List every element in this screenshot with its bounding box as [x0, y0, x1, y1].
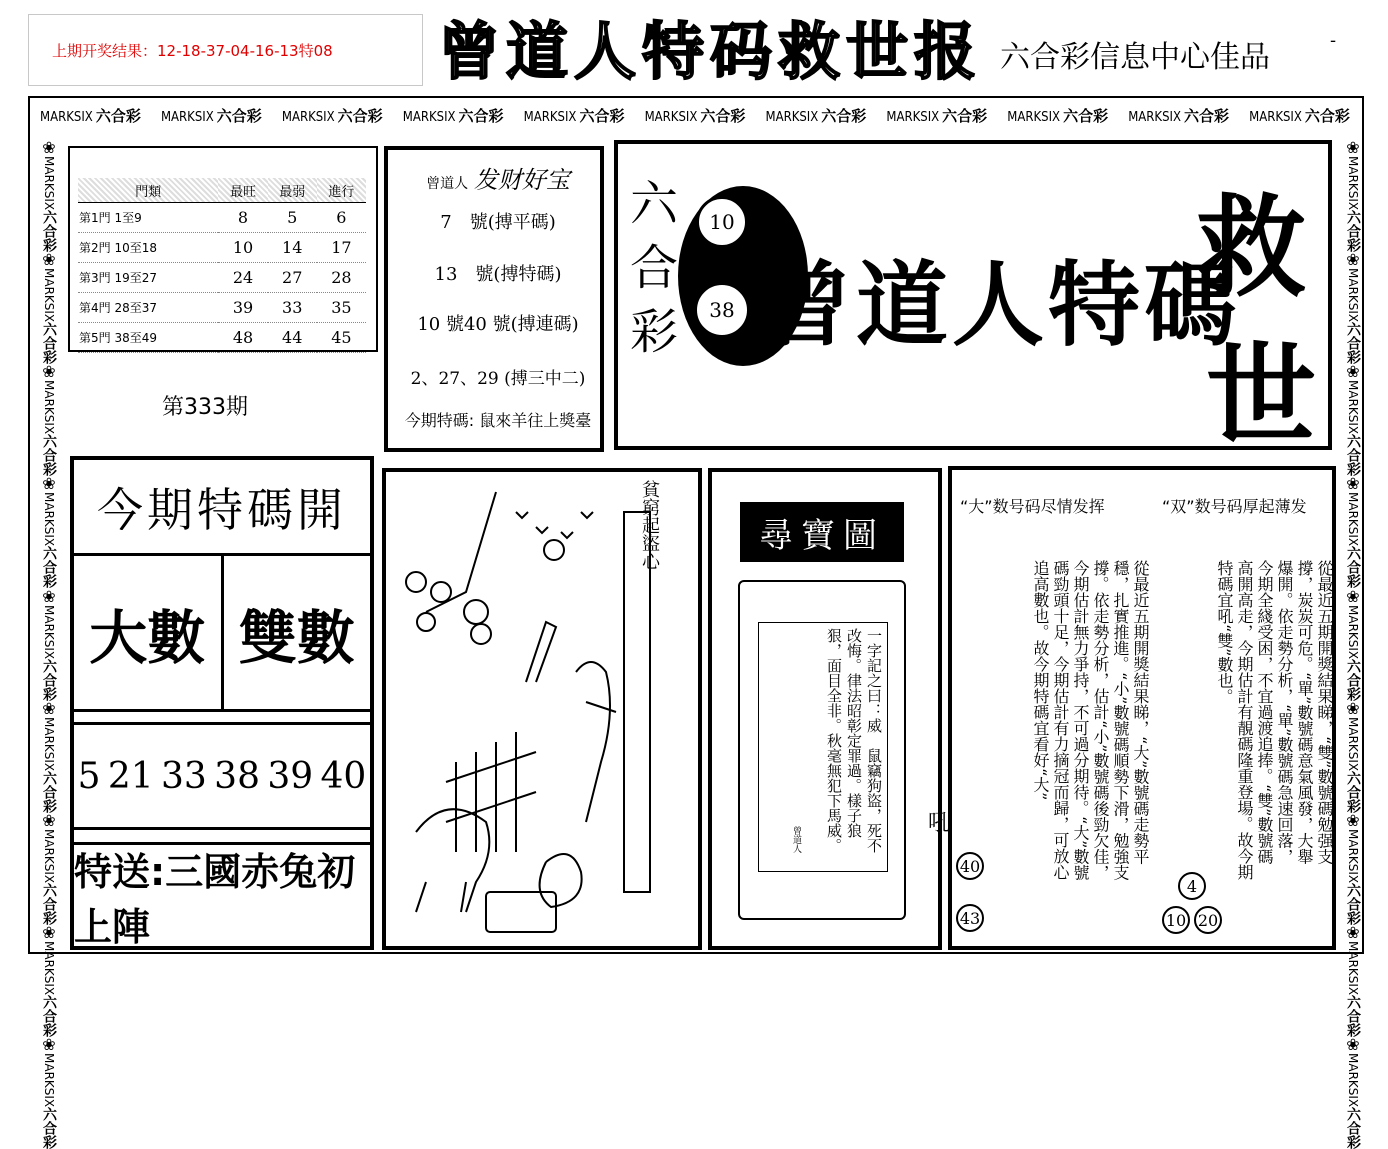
flower-icon: ❀	[42, 698, 56, 718]
door-value: 39	[218, 293, 267, 323]
info-footer: 今期特碼: 鼠來羊往上獎臺	[404, 411, 592, 430]
article-ball-left-1: 40	[956, 852, 984, 880]
big-double-row	[74, 556, 370, 712]
side-logo-chinese: 六合彩	[1345, 210, 1361, 253]
strip-logo: MARKSIX 六合彩	[644, 106, 746, 125]
side-logo: MARKSIX六合彩	[1345, 156, 1361, 253]
flower-icon: ❀	[1346, 250, 1360, 270]
side-logo: MARKSIX六合彩	[41, 156, 57, 253]
left-logo-strip	[36, 138, 62, 1149]
strip-logo-chinese: 六合彩	[1183, 106, 1229, 125]
strip-logo: MARKSIX 六合彩	[765, 106, 867, 125]
strip-logo-chinese: 六合彩	[1063, 106, 1109, 125]
info-line-1: 7 號(搏平碼)	[440, 212, 556, 233]
flower-icon: ❀	[1346, 586, 1360, 606]
article-heading-right: “双”数号码厚起薄发	[1162, 497, 1307, 516]
roar-char: 吼	[928, 811, 951, 836]
flower-icon: ❀	[1346, 810, 1360, 830]
side-logo-chinese: 六合彩	[1345, 322, 1361, 365]
treasure-poem: 一字記之曰：威 鼠竊狗盜，死不改悔。律法昭彰定罪過。樣子狼狠，面目全非。秋毫無犯下馬威。	[825, 628, 883, 853]
strip-logo: MARKSIX 六合彩	[886, 106, 988, 125]
door-value: 27	[268, 263, 317, 293]
strip-logo: MARKSIX 六合彩	[402, 106, 504, 125]
flower-icon: ❀	[42, 1035, 56, 1055]
side-logo-chinese: 六合彩	[1345, 546, 1361, 589]
door-value: 10	[218, 233, 267, 263]
banner-lhc: 六合彩	[629, 176, 678, 360]
strip-logo-chinese: 六合彩	[458, 106, 504, 125]
strip-logo-chinese: 六合彩	[579, 106, 625, 125]
issue-number: 第333期	[162, 395, 248, 420]
flower-icon: ❀	[1346, 138, 1360, 157]
door-label: 第3門 19至27	[78, 263, 218, 293]
table-header: 門類	[78, 178, 218, 203]
side-logo-chinese: 六合彩	[41, 770, 57, 813]
banner-title: 曾道人特碼	[760, 251, 1241, 359]
header-subtitle: 六合彩信息中心佳品	[1000, 40, 1270, 75]
side-logo-chinese: 六合彩	[41, 658, 57, 701]
door-value: 48	[218, 323, 267, 353]
table-header: 最旺	[218, 178, 267, 203]
today-heading: 今期特碼開	[74, 460, 370, 556]
side-logo-chinese: 六合彩	[41, 210, 57, 253]
flower-icon: ❀	[1346, 698, 1360, 718]
door-value: 28	[317, 263, 366, 293]
banner-right-top: 救	[1196, 183, 1306, 312]
flower-icon: ❀	[42, 810, 56, 830]
side-logo: MARKSIX六合彩	[41, 941, 57, 1038]
flower-icon: ❀	[42, 923, 56, 943]
flower-icon: ❀	[1346, 923, 1360, 943]
banner-ball-2: 38	[694, 282, 750, 338]
strip-logo: MARKSIX 六合彩	[523, 106, 625, 125]
side-logo-chinese: 六合彩	[41, 434, 57, 477]
number-5: 39	[267, 755, 314, 797]
side-logo: MARKSIX六合彩	[1345, 1053, 1361, 1149]
side-logo-chinese: 六合彩	[41, 546, 57, 589]
banner-ball-1: 10	[696, 196, 748, 248]
header-dash: -	[1330, 30, 1337, 51]
info-box	[384, 146, 604, 452]
side-logo-chinese: 六合彩	[1345, 770, 1361, 813]
door-value: 5	[268, 203, 317, 233]
strip-logo: MARKSIX 六合彩	[1128, 106, 1229, 125]
big-number-cell: 大數	[89, 603, 206, 672]
side-logo-chinese: 六合彩	[1345, 995, 1361, 1038]
side-logo-chinese: 六合彩	[1345, 658, 1361, 701]
door-table-box	[68, 146, 378, 352]
strip-logo-chinese: 六合彩	[821, 106, 867, 125]
double-number-cell: 雙數	[221, 556, 371, 709]
door-value: 8	[218, 203, 267, 233]
flower-icon: ❀	[42, 474, 56, 494]
side-logo: MARKSIX六合彩	[1345, 268, 1361, 365]
flower-icon: ❀	[42, 138, 56, 157]
article-ball-right-2: 10	[1162, 906, 1190, 934]
article-ball-right-1: 4	[1178, 872, 1206, 900]
side-logo-chinese: 六合彩	[41, 883, 57, 926]
numbers-row	[74, 722, 370, 830]
flower-icon: ❀	[1346, 362, 1360, 382]
side-logo: MARKSIX六合彩	[41, 380, 57, 477]
side-logo: MARKSIX六合彩	[41, 828, 57, 926]
side-logo-chinese: 六合彩	[1345, 1107, 1361, 1149]
flower-icon: ❀	[42, 586, 56, 606]
flower-icon: ❀	[42, 250, 56, 270]
door-value: 24	[218, 263, 267, 293]
side-logo: MARKSIX六合彩	[1345, 716, 1361, 813]
number-6: 40	[320, 755, 367, 797]
number-4: 38	[214, 755, 260, 797]
table-row	[78, 293, 366, 323]
side-logo-chinese: 六合彩	[41, 995, 57, 1038]
number-2: 21	[107, 755, 154, 797]
last-result-text: 上期开奖结果：12-18-37-04-16-13特08	[52, 42, 333, 60]
door-label: 第2門 10至18	[78, 233, 218, 263]
table-row	[78, 323, 366, 353]
side-logo-chinese: 六合彩	[1345, 434, 1361, 477]
strip-logo-chinese: 六合彩	[337, 106, 383, 125]
strip-logo: MARKSIX 六合彩	[160, 106, 262, 125]
door-value: 17	[317, 233, 366, 263]
treasure-title: 尋寶圖	[740, 502, 904, 562]
table-row	[78, 203, 366, 233]
top-logo-strip	[30, 98, 1360, 132]
door-value: 44	[268, 323, 317, 353]
banner-right-bottom: 世	[1206, 331, 1316, 460]
side-logo: MARKSIX六合彩	[1345, 492, 1361, 589]
door-table	[78, 178, 366, 353]
door-label: 第5門 38至49	[78, 323, 218, 353]
strip-logo: MARKSIX 六合彩	[1249, 106, 1350, 125]
header-title: 曾道人特码救世报	[438, 15, 983, 88]
info-line-4: 2、27、29 (搏三中二)	[410, 369, 586, 389]
strip-logo-chinese: 六合彩	[700, 106, 746, 125]
info-title-line	[388, 160, 608, 195]
table-header: 最弱	[268, 178, 317, 203]
door-value: 45	[317, 323, 366, 353]
flower-icon: ❀	[42, 362, 56, 382]
door-label: 第4門 28至37	[78, 293, 218, 323]
side-logo: MARKSIX六合彩	[1345, 828, 1361, 926]
strip-logo-chinese: 六合彩	[1304, 106, 1350, 125]
info-title-prefix: 曾道人	[426, 176, 469, 192]
side-logo: MARKSIX六合彩	[41, 268, 57, 365]
side-logo-chinese: 六合彩	[41, 322, 57, 365]
treasure-sign: 曾道人	[791, 826, 801, 853]
article-body-left: 從最近五期開獎結果睇，“大”數號碼走勢平穩，扎實推進。“小”數號碼順勢下滑，勉強支撐。依走勢分析，估計“小”數號碼後勁欠佳，今期估計無力爭持，不可過分期待。“大”數號碼勁頭十足，今期估計有力摘冠而歸，可放心追高數也。故今期特碼宜看好“大”	[1031, 560, 1150, 881]
strip-logo: MARKSIX 六合彩	[281, 106, 383, 125]
flower-icon: ❀	[1346, 474, 1360, 494]
side-logo: MARKSIX六合彩	[1345, 380, 1361, 477]
right-logo-strip	[1340, 138, 1366, 1149]
side-logo: MARKSIX六合彩	[41, 1053, 57, 1149]
strip-logo-chinese: 六合彩	[95, 106, 141, 125]
article-ball-right-3: 20	[1194, 906, 1222, 934]
strip-logo-chinese: 六合彩	[942, 106, 988, 125]
flower-icon: ❀	[1346, 1035, 1360, 1055]
door-value: 6	[317, 203, 366, 233]
info-line-3: 10 號40 號(搏連碼)	[417, 314, 579, 335]
door-value: 35	[317, 293, 366, 323]
strip-logo-chinese: 六合彩	[216, 106, 262, 125]
side-logo-chinese: 六合彩	[41, 1107, 57, 1149]
side-logo: MARKSIX六合彩	[1345, 941, 1361, 1038]
strip-logo: MARKSIX 六合彩	[1007, 106, 1109, 125]
side-logo: MARKSIX六合彩	[41, 492, 57, 589]
article-ball-left-2: 43	[956, 904, 984, 932]
door-value: 33	[268, 293, 317, 323]
gift-line: 特送:三國赤兔初上陣	[74, 842, 370, 946]
side-logo: MARKSIX六合彩	[1345, 604, 1361, 701]
article-body-right: 從最近五期開獎結果睇，“雙”數號碼勉强支撐，炭炭可危。“單”數號碼意氣風發，大舉爆開。依走勢分析，“單”數號碼急速回落，今期全綫受困，不宜過渡追捧。“雙”數號碼高開高走，今期估計有靚碼隆重登場。故今期特碼宜吼“雙”數也。	[1215, 560, 1334, 880]
info-title: 发财好宝	[473, 166, 570, 194]
side-logo: MARKSIX六合彩	[41, 716, 57, 813]
side-logo-chinese: 六合彩	[1345, 883, 1361, 926]
table-row	[78, 233, 366, 263]
table-row	[78, 263, 366, 293]
article-heading-left: “大”数号码尽情发挥	[960, 497, 1105, 516]
number-1: 5	[77, 755, 101, 797]
strip-logo: MARKSIX 六合彩	[40, 106, 141, 125]
door-value: 14	[268, 233, 317, 263]
picture-caption: 貧窮起盜心	[639, 480, 660, 570]
table-header: 進行	[317, 178, 366, 203]
door-label: 第1門 1至9	[78, 203, 218, 233]
side-logo: MARKSIX六合彩	[41, 604, 57, 701]
number-3: 33	[161, 755, 207, 797]
info-line-2: 13 號(搏特碼)	[434, 264, 562, 285]
